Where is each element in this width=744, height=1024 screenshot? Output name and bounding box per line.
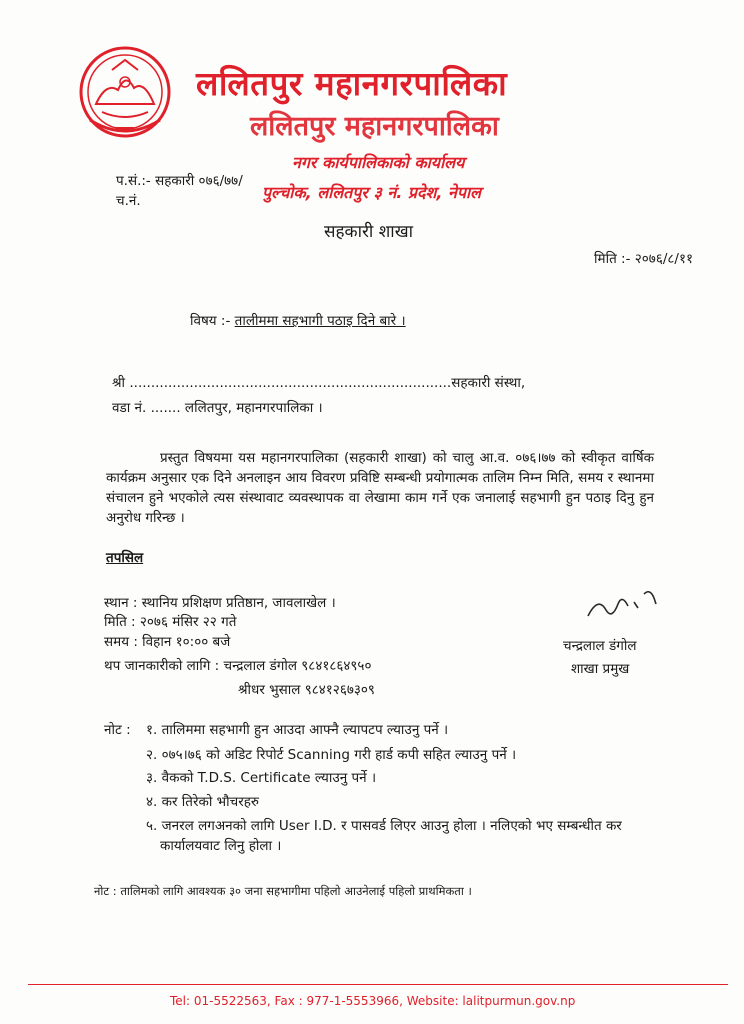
subject-line	[190, 311, 406, 331]
final-note: नोट : तालिमको लागि आवश्यक ३० जना सहभागीमा पहिलो आउनेलाई पहिलो प्राथमिकता ।	[94, 884, 472, 898]
addressee-suffix: सहकारी संस्था,	[451, 375, 526, 391]
addressee-prefix: श्री	[112, 375, 126, 391]
reference-number: प.सं.:- सहकारी ०७६/७७/	[116, 173, 243, 189]
training-time: समय : विहान १०:०० बजे	[104, 634, 231, 650]
training-venue: स्थान : स्थानिय प्रशिक्षण प्रतिष्ठान, जावलाखेल ।	[104, 595, 336, 611]
note-item: ५. जनरल लगअनको लागि User I.D. र पासवर्ड लिएर आउनु होला । नलिएको भए सम्बन्धीत कर	[146, 818, 622, 834]
signatory-name: चन्द्रलाल डंगोल	[563, 638, 637, 654]
contact-primary: थप जानकारीको लागि : चन्द्रलाल डंगोल ९८४१८६४९५०	[104, 658, 372, 674]
note-item: १. तालिममा सहभागी हुन आउदा आफ्नै ल्यापटप ल्याउनु पर्ने ।	[146, 722, 449, 738]
subject-label: विषय :-	[190, 313, 231, 329]
addressee-line-2: वडा नं. ....... ललितपुर, महानगरपालिका ।	[112, 400, 323, 416]
training-date: मिति : २०७६ मंसिर २२ गते	[104, 614, 237, 630]
footer-divider	[28, 984, 728, 985]
office-address: पुल्चोक, ललितपुर ३ नं. प्रदेश, नेपाल	[262, 183, 481, 202]
signature-scribble	[584, 586, 664, 626]
branch-name: सहकारी शाखा	[324, 222, 414, 242]
letter-date: मिति :- २०७६/८/११	[594, 251, 693, 267]
addressee-line-1	[112, 373, 525, 393]
note-item: २. ०७५।७६ को अडिट रिपोर्ट Scanning गरी हार्ड कपी सहित ल्याउनु पर्ने ।	[146, 747, 517, 763]
letterhead-title-secondary: ललितपुर महानगरपालिका	[250, 111, 499, 142]
details-heading: तपसिल	[106, 550, 144, 566]
signatory-title: शाखा प्रमुख	[571, 661, 630, 677]
subject-text: तालीममा सहभागी पठाइ दिने बारे ।	[234, 313, 406, 329]
letterhead-title-primary: ललितपुर महानगरपालिका	[196, 64, 508, 103]
note-item-continuation: कार्यालयवाट लिनु होला ।	[160, 838, 282, 854]
note-item: ३. वैकको T.D.S. Certificate ल्याउनु पर्ने ।	[146, 770, 377, 786]
government-emblem	[76, 42, 174, 144]
footer-contact: Tel: 01-5522563, Fax : 977-1-5553966, Website: lalitpurmun.gov.np	[170, 994, 576, 1008]
office-name: नगर कार्यपालिकाको कार्यालय	[292, 153, 465, 172]
dispatch-number: च.नं.	[116, 193, 141, 209]
contact-secondary: श्रीधर भुसाल ९८४१२६७३०९	[238, 682, 375, 698]
notes-label: नोट :	[104, 722, 131, 738]
body-paragraph: प्रस्तुत विषयमा यस महानगरपालिका (सहकारी शाखा) को चालु आ.व. ०७६।७७ को स्वीकृत वार्षिक कार्यक्रम अनुसार एक दिने अनलाइन आय विवरण प्रविष्टि सम्बन्धी प्रयोगात्मक तालिम निम्न मिति, समय र स्थानमा संचालन हुने भएकोले त्यस संस्थावाट व्यवस्थापक वा लेखामा काम गर्ने एक जनालाई सहभागी हुन पठाइ दिनु हुन अनुरोध गरिन्छ ।	[106, 450, 654, 526]
note-item: ४. कर तिरेको भौचरहरु	[146, 794, 259, 810]
addressee-dots: ...........................................................................	[129, 375, 452, 391]
